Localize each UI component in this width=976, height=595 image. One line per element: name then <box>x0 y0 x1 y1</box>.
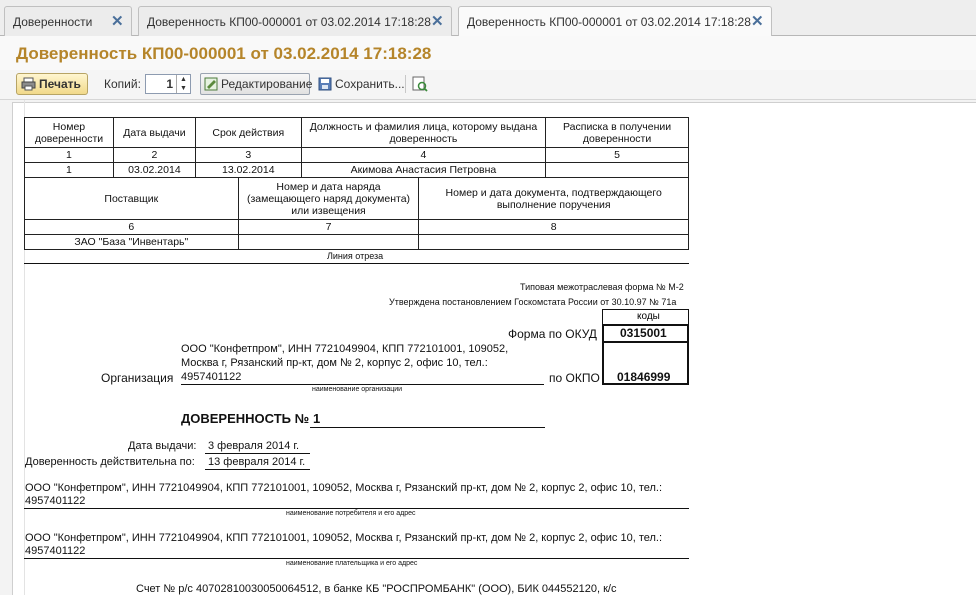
stub-header-number: Номер доверенности <box>25 118 114 148</box>
cut-line <box>24 263 689 264</box>
consumer-caption: наименование потребителя и его адрес <box>286 510 416 517</box>
stub-header-order: Номер и дата наряда (замещающего наряд документа) или извещения <box>238 178 419 220</box>
codes-divider <box>602 341 689 343</box>
stub-table-2 <box>24 177 689 250</box>
stub-cell-order <box>238 235 419 250</box>
save-icon <box>318 77 332 91</box>
close-icon[interactable]: ✕ <box>431 13 444 30</box>
org-line-1: ООО "Конфетпром", ИНН 7721049904, КПП 772101001, 109052, <box>181 343 509 355</box>
doc-number-underline <box>310 427 545 428</box>
valid-date-value: 13 февраля 2014 г. <box>208 456 306 468</box>
tab-bar <box>0 0 976 36</box>
approved-note: Утверждена постановлением Госкомстата России от 30.10.97 № 71а <box>389 297 677 307</box>
copies-stepper[interactable] <box>145 74 191 94</box>
print-label: Печать <box>39 77 81 91</box>
stub-num: 1 <box>25 148 114 163</box>
stub-cell-receipt <box>546 163 689 178</box>
stub-num: 8 <box>419 220 689 235</box>
stub-header-issue-date: Дата выдачи <box>113 118 195 148</box>
save-label: Сохранить... <box>335 77 405 91</box>
okud-value: 0315001 <box>620 326 667 340</box>
stub-num: 4 <box>301 148 545 163</box>
stub-num: 3 <box>195 148 301 163</box>
stub-cell-confirm <box>419 235 689 250</box>
consumer-line-2: 4957401122 <box>25 495 86 507</box>
tab-label: Доверенности <box>13 15 93 29</box>
org-underline <box>181 384 544 385</box>
edit-toggle-button[interactable] <box>200 73 313 95</box>
page-title: Доверенность КП00-000001 от 03.02.2014 17:18:28 <box>16 44 432 63</box>
stub-cell-number: 1 <box>25 163 114 178</box>
toolbar <box>0 70 976 100</box>
spinner-up-icon[interactable]: ▲ <box>176 75 190 84</box>
printer-icon <box>21 77 36 91</box>
tab-power-print[interactable] <box>458 6 772 37</box>
codes-label: коды <box>637 311 660 322</box>
close-icon[interactable]: ✕ <box>111 13 124 30</box>
org-caption: наименование организации <box>312 386 403 393</box>
edit-icon <box>204 77 219 91</box>
stub-num: 7 <box>238 220 419 235</box>
consumer-underline <box>24 508 689 509</box>
preview-icon[interactable] <box>412 76 428 92</box>
tab-label: Доверенность КП00-000001 от 03.02.2014 17:18:28 <box>147 15 431 29</box>
doc-title: ДОВЕРЕННОСТЬ № <box>181 411 310 426</box>
valid-date-underline <box>205 469 310 470</box>
stub-header-confirm: Номер и дата документа, подтверждающего выполнение поручения <box>419 178 689 220</box>
close-icon[interactable]: ✕ <box>751 13 764 30</box>
okpo-label: по ОКПО <box>549 371 600 385</box>
org-line-3: 4957401122 <box>181 371 242 383</box>
copies-value: 1 <box>166 77 173 91</box>
stub-cell-issue-date: 03.02.2014 <box>113 163 195 178</box>
valid-date-label: Доверенность действительна по: <box>25 456 195 468</box>
stub-cell-supplier: ЗАО "База "Инвентарь" <box>25 235 239 250</box>
payer-underline <box>24 558 689 559</box>
stub-cell-valid: 13.02.2014 <box>195 163 301 178</box>
tab-power-document[interactable] <box>138 6 452 36</box>
codes-header-cell <box>602 309 689 324</box>
cut-line-label: Линия отреза <box>327 251 384 261</box>
org-label: Организация <box>101 371 174 385</box>
org-line-2: Москва г, Рязанский пр-кт, дом № 2, корпус 2, офис 10, тел.: <box>181 357 488 369</box>
spinner-down-icon[interactable]: ▼ <box>176 84 190 93</box>
issue-date-label: Дата выдачи: <box>128 440 197 452</box>
title-bar <box>0 36 976 70</box>
doc-number: 1 <box>313 411 321 426</box>
toolbar-divider <box>405 75 406 93</box>
payer-line-2: 4957401122 <box>25 545 86 557</box>
issue-date-value: 3 февраля 2014 г. <box>208 440 300 452</box>
tab-powers-list[interactable] <box>4 6 132 36</box>
save-button[interactable] <box>316 73 405 95</box>
tab-label: Доверенность КП00-000001 от 03.02.2014 17:18:28 <box>467 15 751 29</box>
consumer-line-1: ООО "Конфетпром", ИНН 7721049904, КПП 772101001, 109052, Москва г, Рязанский пр-кт, дом № 2, корпус 2, офис 10, тел.: <box>25 482 663 494</box>
copies-label: Копий: <box>104 77 141 91</box>
stub-header-valid: Срок действия <box>195 118 301 148</box>
payer-caption: наименование плательщика и его адрес <box>286 560 418 567</box>
okud-label: Форма по ОКУД <box>508 327 597 341</box>
stub-header-person: Должность и фамилия лица, которому выдана доверенность <box>301 118 545 148</box>
print-button[interactable] <box>16 73 88 95</box>
account-line: Счет № р/с 40702810030050064512, в банке КБ "РОСПРОМБАНК" (ООО), БИК 044552120, к/с <box>136 583 617 595</box>
issue-date-underline <box>205 453 310 454</box>
stub-num: 5 <box>546 148 689 163</box>
stub-cell-person: Акимова Анастасия Петровна <box>301 163 545 178</box>
typical-form-note: Типовая межотраслевая форма № М-2 <box>520 282 684 292</box>
stub-header-supplier: Поставщик <box>25 178 239 220</box>
stub-header-receipt: Расписка в получении доверенности <box>546 118 689 148</box>
okpo-value: 01846999 <box>617 370 671 384</box>
stub-num: 6 <box>25 220 239 235</box>
payer-line-1: ООО "Конфетпром", ИНН 7721049904, КПП 772101001, 109052, Москва г, Рязанский пр-кт, дом № 2, корпус 2, офис 10, тел.: <box>25 532 663 544</box>
stub-table-1 <box>24 117 689 178</box>
edit-label: Редактирование <box>221 77 313 91</box>
stub-num: 2 <box>113 148 195 163</box>
